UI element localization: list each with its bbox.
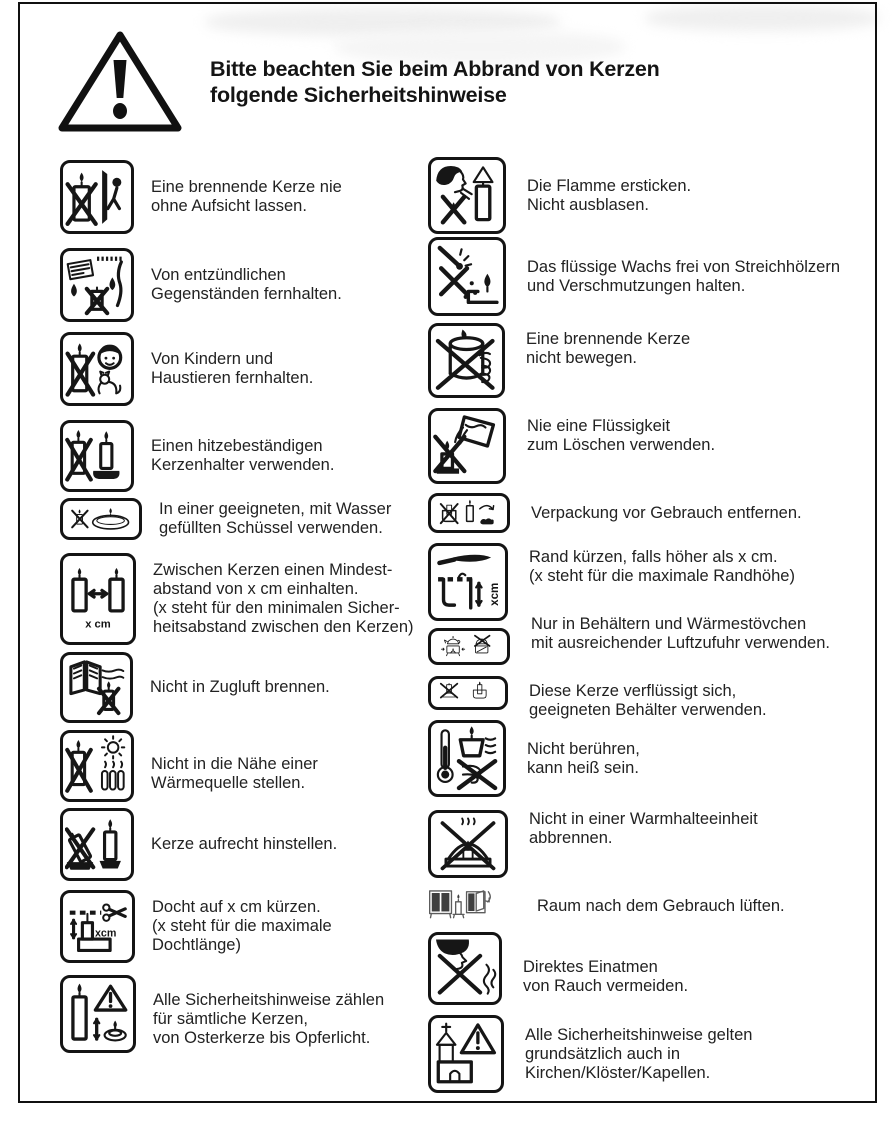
water-bowl-icon — [60, 498, 142, 540]
safety-instruction-row — [428, 674, 767, 719]
instruction-text — [531, 504, 802, 523]
instruction-text-line: Dochtlänge) — [152, 936, 241, 954]
safety-instruction-row — [428, 810, 758, 878]
safety-instruction-row — [60, 890, 332, 963]
instruction-text-line: Nie eine Flüssigkeit — [527, 417, 671, 435]
instruction-text-line: für sämtliche Kerzen, — [153, 1009, 308, 1028]
instruction-text-line: gefüllten Schüssel verwenden. — [159, 519, 383, 537]
instruction-text-line: ohne Aufsicht lassen. — [151, 197, 307, 215]
instruction-text — [151, 350, 313, 388]
instruction-text — [531, 615, 830, 653]
instruction-text-line: Das flüssige Wachs frei von Streichhölzern — [527, 257, 841, 276]
candle-unattended-icon — [60, 160, 134, 234]
instruction-text — [151, 755, 318, 793]
instruction-text-line: Zwischen Kerzen einen Mindest- — [153, 561, 393, 579]
instruction-text — [527, 740, 640, 778]
instruction-text — [537, 897, 785, 916]
ventilated-holder-icon — [428, 628, 510, 665]
instruction-text-line: Rand kürzen, falls höher als x cm. — [529, 548, 778, 566]
instruction-text — [527, 417, 715, 455]
safety-instruction-row — [60, 975, 384, 1053]
heat-resistant-holder-icon — [60, 420, 134, 492]
instruction-text-line: Nicht ausblasen. — [527, 195, 649, 214]
safety-instruction-row — [428, 408, 715, 484]
instruction-text-line: kann heiß sein. — [527, 758, 639, 777]
safety-instruction-row — [428, 888, 785, 924]
instruction-text — [525, 1026, 752, 1083]
safety-instruction-row — [428, 1015, 752, 1093]
church-use-icon — [428, 1015, 504, 1093]
instruction-text-line: Gegenständen fernhalten. — [151, 285, 342, 303]
instruction-text-line: Kirchen/Klöster/Kapellen. — [525, 1063, 711, 1082]
instruction-text-line: In einer geeigneten, mit Wasser — [159, 500, 392, 518]
instruction-text-line: Wärmequelle stellen. — [151, 774, 306, 792]
instruction-text-line: Nicht in einer Warmhalteeinheit — [529, 810, 758, 828]
safety-instruction-row — [60, 730, 318, 802]
instruction-text-line: und Verschmutzungen halten. — [527, 276, 746, 295]
instruction-text-line: abbrennen. — [529, 829, 613, 847]
svg-text:x cm: x cm — [85, 618, 111, 631]
instruction-text-line: Nicht in Zugluft brennen. — [150, 678, 330, 696]
instruction-text-line: (x steht für den minimalen Sicher- — [153, 599, 400, 617]
no-food-warmer-icon — [428, 810, 508, 878]
instruction-text-line: Docht auf x cm kürzen. — [152, 898, 321, 916]
instruction-text-line: geeigneten Behälter verwenden. — [529, 701, 767, 719]
safety-instruction-row — [60, 420, 334, 492]
safety-instruction-row — [428, 157, 691, 234]
safety-instruction-row — [428, 932, 688, 1005]
instruction-text-line: (x steht für die maximale Randhöhe) — [529, 567, 795, 585]
instruction-text-line: Kerzenhalter verwenden. — [151, 456, 335, 474]
instruction-text-line: Nicht in die Nähe einer — [151, 755, 318, 773]
candle-distance-icon — [60, 553, 136, 645]
instruction-text — [159, 500, 391, 538]
liquefying-candle-icon — [428, 676, 508, 710]
instruction-text — [151, 266, 342, 304]
instruction-text — [527, 258, 840, 296]
instruction-text-line: Direktes Einatmen — [523, 957, 658, 976]
page-title-line1: Bitte beachten Sie beim Abbrand von Kerzen — [210, 57, 660, 81]
exclamation-triangle-icon — [55, 28, 185, 139]
safety-instruction-row — [60, 498, 391, 540]
instruction-text-line: Von Kindern und — [151, 350, 274, 368]
safety-instruction-row — [60, 553, 414, 645]
remove-packaging-icon — [428, 493, 510, 533]
instruction-text-line: Die Flamme ersticken. — [527, 176, 692, 195]
instruction-text-line: Kerze aufrecht hinstellen. — [151, 835, 338, 853]
safety-instruction-row — [60, 248, 342, 322]
no-smoke-inhalation-icon — [428, 932, 502, 1005]
instruction-text-line: abstand von x cm einhalten. — [153, 580, 359, 598]
instruction-text — [153, 561, 414, 637]
hot-do-not-touch-icon — [428, 720, 506, 797]
instruction-text-line: Einen hitzebeständigen — [151, 437, 323, 455]
instruction-text-line: Alle Sicherheitshinweise zählen — [153, 990, 385, 1009]
all-candle-types-icon — [60, 975, 136, 1053]
instruction-text-line: grundsätzlich auch in — [525, 1044, 681, 1063]
flammable-objects-icon — [60, 248, 134, 322]
instruction-text — [150, 678, 330, 697]
instruction-text-line: nicht bewegen. — [526, 348, 637, 367]
instruction-text — [529, 810, 758, 848]
trim-wick-icon — [60, 890, 135, 963]
svg-text:xcm: xcm — [94, 927, 117, 940]
safety-instruction-row — [428, 493, 802, 533]
svg-text:xcm: xcm — [488, 582, 501, 606]
instruction-text-line: von Osterkerze bis Opferlicht. — [153, 1028, 371, 1047]
instruction-text-line: von Rauch vermeiden. — [523, 976, 689, 995]
instruction-text — [529, 548, 795, 586]
instruction-text-line: mit ausreichender Luftzufuhr verwenden. — [531, 634, 830, 652]
instruction-text — [527, 177, 691, 215]
instruction-text — [529, 682, 767, 720]
instruction-text-line: Alle Sicherheitshinweise gelten — [525, 1025, 753, 1044]
safety-instruction-row — [428, 237, 840, 316]
instruction-text — [523, 958, 688, 996]
trim-rim-icon — [428, 543, 508, 621]
instruction-text-line: Verpackung vor Gebrauch entfernen. — [531, 503, 802, 522]
safety-instruction-row — [60, 160, 342, 234]
ventilate-room-icon — [428, 888, 516, 924]
do-not-move-icon — [428, 323, 505, 398]
instruction-text — [526, 330, 690, 368]
safety-instruction-row — [60, 652, 330, 723]
no-draft-icon — [60, 652, 133, 723]
instruction-text — [151, 178, 342, 216]
no-liquid-extinguish-icon — [428, 408, 506, 484]
safety-instruction-row — [60, 332, 313, 406]
smother-flame-icon — [428, 157, 506, 234]
keep-wax-clean-icon — [428, 237, 506, 316]
instruction-text — [152, 898, 332, 955]
safety-instruction-row — [428, 543, 795, 621]
instruction-text-line: Haustieren fernhalten. — [151, 369, 314, 387]
instruction-text-line: Eine brennende Kerze nie — [151, 178, 342, 196]
no-heat-source-icon — [60, 730, 134, 802]
page-title-line2: folgende Sicherheitshinweise — [210, 83, 507, 107]
instruction-text-line: zum Löschen verwenden. — [527, 436, 716, 454]
instruction-text-line: Nicht berühren, — [527, 739, 640, 758]
instruction-text-line: Eine brennende Kerze — [526, 329, 691, 348]
instruction-text — [153, 991, 384, 1048]
instruction-text-line: heitsabstand zwischen den Kerzen) — [153, 618, 414, 636]
children-pets-icon — [60, 332, 134, 406]
instruction-text-line: Diese Kerze verflüssigt sich, — [529, 682, 737, 700]
instruction-text — [151, 835, 337, 854]
safety-instruction-row — [428, 615, 830, 665]
instruction-text-line: Von entzündlichen — [151, 266, 286, 284]
safety-instruction-row — [428, 720, 640, 797]
instruction-text — [151, 437, 334, 475]
safety-instruction-row — [428, 323, 690, 398]
upright-candle-icon — [60, 808, 134, 881]
instruction-text-line: Nur in Behältern und Wärmestövchen — [531, 615, 807, 633]
safety-instruction-row — [60, 808, 337, 881]
instruction-text-line: Raum nach dem Gebrauch lüften. — [537, 896, 785, 915]
instruction-text-line: (x steht für die maximale — [152, 917, 332, 935]
page-title — [210, 56, 660, 108]
